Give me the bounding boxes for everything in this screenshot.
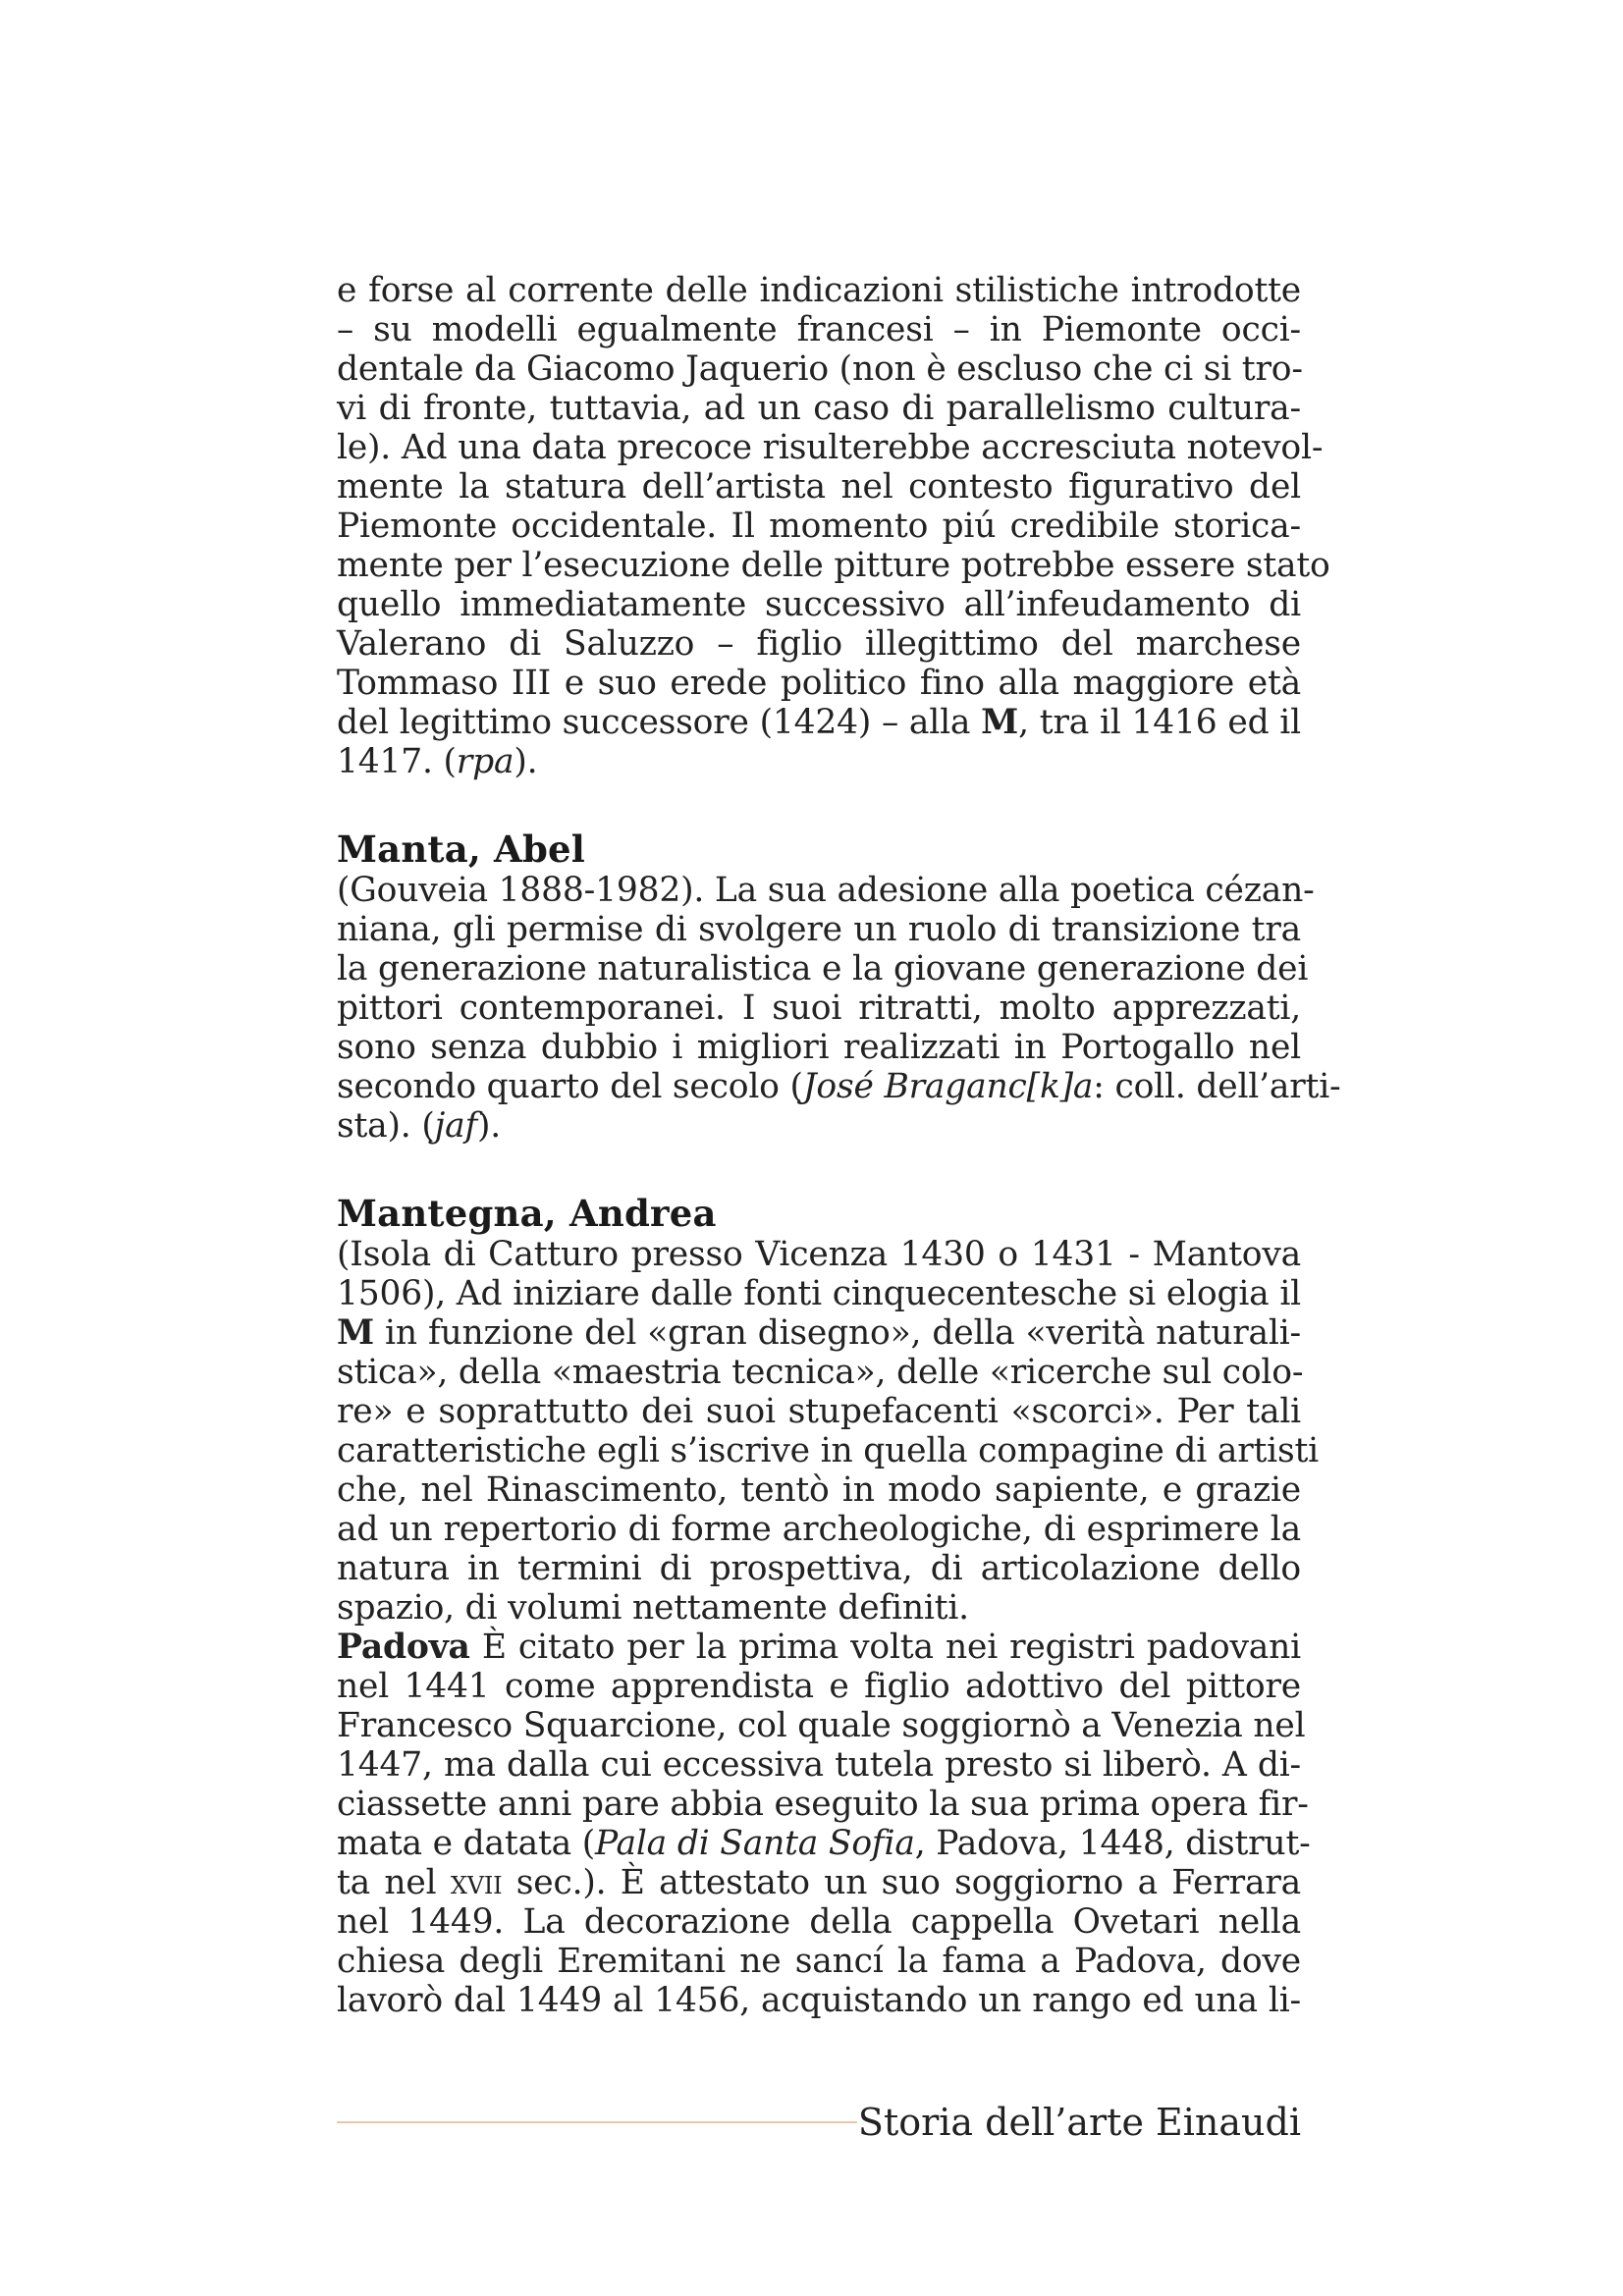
text-line (337, 1106, 1301, 1146)
entry-heading: Mantegna, Andrea (337, 1192, 717, 1235)
text-line: pittori contemporanei. I suoi ritratti, molto apprezzati, (337, 988, 1301, 1028)
footer-title: Storia dell’arte Einaudi (857, 2101, 1301, 2144)
entry-manta (337, 828, 1341, 1146)
artwork-title: José Braganc[k]a (802, 1067, 1094, 1106)
text-line (337, 1313, 1301, 1353)
artwork-title: Pala di Santa Sofia (595, 1824, 915, 1863)
text-run: mata e datata ( (337, 1824, 596, 1863)
text-line: niana, gli permise di svolgere un ruolo di transizione tra (337, 910, 1301, 949)
text-run: ). (514, 742, 538, 781)
text-run: sec.). È attestato un suo soggiorno a Ferrara (502, 1863, 1301, 1902)
text-line: la generazione naturalistica e la giovane generazione dei (337, 949, 1309, 988)
text-run: , Padova, 1448, distrut- (914, 1824, 1311, 1863)
bold-abbrev: M (981, 703, 1019, 742)
text-run: secondo quarto del secolo ( (337, 1067, 803, 1106)
text-line: re» e soprattutto dei suoi stupefacenti «scorci». Per tali (337, 1392, 1301, 1431)
text-run: 1417. ( (337, 742, 457, 781)
spacer (337, 1146, 1301, 1192)
author-initials: jaf (434, 1106, 478, 1146)
text-line: ad un repertorio di forme archeologiche, di esprimere la (337, 1510, 1301, 1549)
text-line: lavorò dal 1449 al 1456, acquistando un rango ed una li- (337, 1981, 1301, 2020)
text-line: (Gouveia 1888-1982). La sua adesione alla poetica cézan- (337, 871, 1315, 910)
spacer (337, 781, 1301, 828)
text-line: vi di fronte, tuttavia, ad un caso di parallelismo cultura- (337, 389, 1301, 428)
text-line: le). Ad una data precoce risulterebbe accresciuta notevol- (337, 428, 1324, 467)
text-run: sta). ( (337, 1106, 435, 1146)
text-line (337, 1863, 1301, 1902)
bold-abbrev: M (337, 1313, 374, 1353)
text-line: dentale da Giacomo Jaquerio (non è escluso che ci si tro- (337, 349, 1303, 389)
text-line: Tommaso III e suo erede politico fino alla maggiore età (337, 664, 1301, 703)
text-line: Francesco Squarcione, col quale soggiornò a Venezia nel (337, 1706, 1306, 1745)
text-line (337, 703, 1301, 742)
text-run: ta nel (337, 1863, 451, 1902)
text-line: natura in termini di prospettiva, di articolazione dello (337, 1549, 1301, 1588)
text-run: : coll. dell’arti- (1093, 1067, 1341, 1106)
page-body (337, 271, 1341, 2020)
author-initials: rpa (456, 742, 514, 781)
text-line: nel 1449. La decorazione della cappella Ovetari nella (337, 1902, 1301, 1942)
text-line: spazio, di volumi nettamente definiti. (337, 1588, 969, 1628)
page-footer (337, 2099, 1301, 2148)
text-line: e forse al corrente delle indicazioni stilistiche introdotte (337, 271, 1301, 310)
text-line: Piemonte occidentale. Il momento piú credibile storica- (337, 507, 1301, 546)
entry-heading: Manta, Abel (337, 828, 586, 871)
century-numeral: xvii (450, 1863, 503, 1902)
text-line (337, 1628, 1301, 1667)
text-line: stica», della «maestria tecnica», delle «ricerche sul colo- (337, 1353, 1304, 1392)
text-line: Valerano di Saluzzo – figlio illegittimo del marchese (337, 624, 1301, 664)
text-line: 1447, ma dalla cui eccessiva tutela presto si liberò. A di- (337, 1745, 1301, 1785)
text-line: – su modelli egualmente francesi – in Piemonte occi- (337, 310, 1301, 349)
text-run: ). (477, 1106, 502, 1146)
text-run: È citato per la prima volta nei registri padovani (469, 1628, 1301, 1667)
text-line (337, 1824, 1311, 1863)
text-line: quello immediatamente successivo all’infeudamento di (337, 585, 1301, 624)
text-line: nel 1441 come apprendista e figlio adottivo del pittore (337, 1667, 1301, 1706)
text-line: ciassette anni pare abbia eseguito la sua prima opera fir- (337, 1785, 1309, 1824)
text-run: del legittimo successore (1424) – alla (337, 703, 982, 742)
text-line: (Isola di Catturo presso Vicenza 1430 o 1431 - Mantova (337, 1235, 1301, 1274)
section-label: Padova (337, 1628, 470, 1667)
text-line (337, 1067, 1341, 1106)
text-run: in funzione del «gran disegno», della «verità naturali- (374, 1313, 1301, 1353)
text-run: , tra il 1416 ed il (1018, 703, 1301, 742)
entry-mantegna (337, 1192, 1319, 2020)
text-line: caratteristiche egli s’iscrive in quella compagine di artisti (337, 1431, 1319, 1470)
text-line: 1506), Ad iniziare dalle fonti cinquecentesche si elogia il (337, 1274, 1301, 1313)
text-line: sono senza dubbio i migliori realizzati in Portogallo nel (337, 1028, 1301, 1067)
footer-rule (337, 2121, 857, 2123)
entry-continuation (337, 271, 1330, 781)
text-line (337, 742, 1301, 781)
text-line: mente la statura dell’artista nel contesto figurativo del (337, 467, 1301, 507)
text-line: mente per l’esecuzione delle pitture potrebbe essere stato (337, 546, 1330, 585)
text-line: chiesa degli Eremitani ne sancí la fama a Padova, dove (337, 1942, 1301, 1981)
text-line: che, nel Rinascimento, tentò in modo sapiente, e grazie (337, 1470, 1301, 1510)
